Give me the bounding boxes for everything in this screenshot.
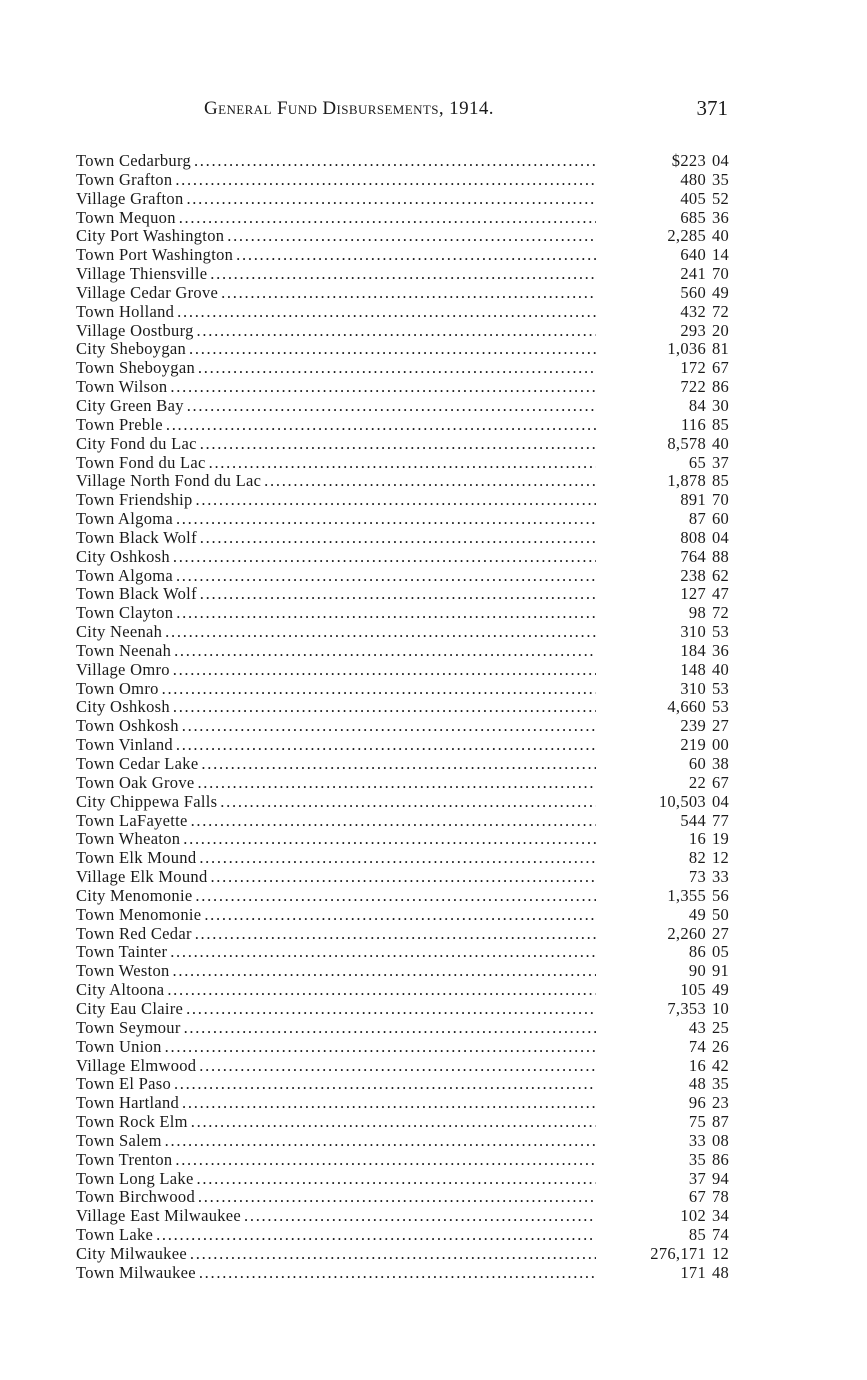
entry-name: Village East Milwaukee . . . [76, 1207, 596, 1226]
entry-dollars: 544 [680, 810, 706, 830]
entry-cents: 00 [712, 735, 730, 755]
entry-dollars: 48 [688, 1074, 706, 1094]
entry-name: Town Oshkosh . . . [76, 717, 596, 736]
entry-dollars: 1,355 [667, 885, 706, 905]
entry-dollars: 60 [688, 754, 706, 773]
list-item [76, 340, 736, 359]
entry-dollars: 16 [688, 829, 706, 849]
entry-dollars: 4,660 [667, 697, 706, 717]
list-item [76, 567, 736, 586]
entry-cents: 85 [712, 471, 730, 491]
entry-cents: 86 [712, 1149, 730, 1169]
entry-cents: 36 [712, 640, 730, 660]
entry-name: Town Hartland . . . [76, 1094, 596, 1113]
list-item [76, 793, 736, 812]
list-item [76, 1038, 736, 1057]
entry-cents: 27 [712, 923, 730, 943]
entry-cents: 88 [712, 546, 730, 566]
list-item [76, 585, 736, 604]
entry-dollars: 432 [680, 301, 706, 321]
entry-dollars: 685 [680, 207, 706, 227]
entry-dollars: 405 [680, 188, 706, 208]
entry-name: Town Mequon . . . [76, 209, 596, 228]
entry-cents: 50 [712, 904, 730, 924]
entry-name: City Eau Claire . . . [76, 1000, 596, 1019]
entry-cents: 08 [712, 1130, 730, 1150]
list-item [76, 171, 736, 190]
entry-dollars: 37 [688, 1168, 706, 1188]
entry-dollars: 96 [688, 1093, 706, 1113]
entry-dollars: 43 [688, 1017, 706, 1037]
entry-dollars: 293 [680, 320, 706, 340]
list-item [76, 1057, 736, 1076]
entry-dollars: 73 [688, 867, 706, 887]
list-item [76, 680, 736, 699]
disbursement-list [76, 152, 736, 1283]
entry-dollars: 2,260 [667, 923, 706, 943]
entry-name: Town El Paso . . . [76, 1075, 596, 1094]
list-item [76, 359, 736, 378]
list-item [76, 1226, 736, 1245]
entry-cents: 12 [712, 1243, 730, 1263]
list-item [76, 1132, 736, 1151]
entry-name: City Green Bay . . . [76, 397, 596, 416]
entry-cents: 87 [712, 1112, 730, 1132]
list-item [76, 265, 736, 284]
list-item [76, 661, 736, 680]
list-item [76, 736, 736, 755]
entry-cents: 35 [712, 169, 730, 189]
entry-dollars: 85 [688, 1225, 706, 1245]
entry-dollars: 560 [680, 282, 706, 302]
entry-cents: 27 [712, 716, 730, 736]
list-item [76, 717, 736, 736]
list-item [76, 209, 736, 228]
entry-name: Town Black Wolf . . . [76, 529, 596, 548]
entry-name: City Oshkosh . . . [76, 698, 596, 717]
entry-name: City Fond du Lac . . . [76, 435, 596, 454]
entry-dollars: 98 [688, 603, 706, 623]
entry-cents: 36 [712, 207, 730, 227]
entry-name: Village North Fond du Lac . . . [76, 472, 596, 491]
entry-name: Town Algoma . . . [76, 567, 596, 586]
entry-dollars: 722 [680, 377, 706, 397]
entry-name: Town Rock Elm . . . [76, 1113, 596, 1132]
entry-name: Town Birchwood . . . [76, 1188, 596, 1207]
entry-name: Town LaFayette . . . [76, 812, 596, 831]
list-item [76, 435, 736, 454]
entry-name: Town Algoma . . . [76, 510, 596, 529]
entry-name: Town Red Cedar . . . [76, 925, 596, 944]
entry-name: Town Cedarburg . . . [76, 152, 596, 171]
entry-name: Town Oak Grove . . . [76, 774, 596, 793]
entry-name: Town Vinland . . . [76, 736, 596, 755]
entry-cents: 37 [712, 452, 730, 472]
list-item [76, 623, 736, 642]
entry-dollars: 116 [680, 414, 706, 434]
entry-name: Town Omro . . . [76, 680, 596, 699]
entry-name: Town Weston . . . [76, 962, 596, 981]
entry-dollars: 65 [688, 452, 706, 472]
entry-name: Town Lake . . . [76, 1226, 596, 1245]
entry-name: Town Elk Mound . . . [76, 849, 596, 868]
list-item [76, 812, 736, 831]
entry-name: Town Neenah . . . [76, 642, 596, 661]
entry-name: Village Omro . . . [76, 661, 596, 680]
entry-dollars: 90 [688, 961, 706, 981]
list-item [76, 1094, 736, 1113]
entry-dollars: 171 [680, 1262, 706, 1282]
entry-dollars: $223 [671, 151, 706, 170]
entry-name: City Oshkosh . . . [76, 548, 596, 567]
entry-name: Town Union . . . [76, 1038, 596, 1057]
entry-cents: 86 [712, 377, 730, 397]
entry-name: Town Menomonie . . . [76, 906, 596, 925]
list-item [76, 1207, 736, 1226]
list-item [76, 284, 736, 303]
list-item [76, 1188, 736, 1207]
list-item [76, 1151, 736, 1170]
list-item [76, 1000, 736, 1019]
list-item [76, 981, 736, 1000]
entry-cents: 53 [712, 697, 730, 717]
entry-dollars: 238 [680, 565, 706, 585]
entry-cents: 67 [712, 772, 730, 792]
entry-cents: 04 [712, 151, 730, 170]
list-item [76, 472, 736, 491]
entry-cents: 72 [712, 301, 730, 321]
list-item [76, 1170, 736, 1189]
entry-dollars: 35 [688, 1149, 706, 1169]
entry-name: Village Grafton . . . [76, 190, 596, 209]
entry-cents: 77 [712, 810, 730, 830]
entry-cents: 47 [712, 584, 730, 604]
list-item [76, 755, 736, 774]
entry-cents: 33 [712, 867, 730, 887]
entry-cents: 78 [712, 1187, 730, 1207]
entry-dollars: 84 [688, 395, 706, 415]
entry-name: Town Long Lake . . . [76, 1170, 596, 1189]
entry-dollars: 74 [688, 1036, 706, 1056]
entry-cents: 20 [712, 320, 730, 340]
list-item [76, 454, 736, 473]
entry-cents: 34 [712, 1206, 730, 1226]
entry-cents: 26 [712, 1036, 730, 1056]
entry-name: Town Wheaton . . . [76, 830, 596, 849]
entry-dollars: 87 [688, 509, 706, 529]
entry-name: Town Milwaukee . . . [76, 1264, 596, 1283]
list-item [76, 303, 736, 322]
list-item [76, 529, 736, 548]
entry-dollars: 105 [680, 980, 706, 1000]
entry-cents: 04 [712, 791, 730, 811]
entry-dollars: 49 [688, 904, 706, 924]
page-header [76, 98, 730, 126]
entry-name: City Altoona . . . [76, 981, 596, 1000]
entry-cents: 85 [712, 414, 730, 434]
list-item [76, 1075, 736, 1094]
list-item [76, 1113, 736, 1132]
entry-name: City Neenah . . . [76, 623, 596, 642]
entry-cents: 56 [712, 885, 730, 905]
entry-dollars: 241 [680, 264, 706, 284]
entry-cents: 48 [712, 1262, 730, 1282]
entry-dollars: 276,171 [650, 1243, 706, 1263]
entry-cents: 52 [712, 188, 730, 208]
page-number: 371 [696, 96, 728, 120]
entry-cents: 91 [712, 961, 730, 981]
entry-name: Town Salem . . . [76, 1132, 596, 1151]
list-item [76, 698, 736, 717]
entry-dollars: 764 [680, 546, 706, 566]
entry-name: City Menomonie . . . [76, 887, 596, 906]
entry-dollars: 82 [688, 848, 706, 868]
entry-name: Town Cedar Lake . . . [76, 755, 596, 774]
entry-cents: 72 [712, 603, 730, 623]
entry-dollars: 22 [688, 772, 706, 792]
entry-cents: 40 [712, 659, 730, 679]
entry-dollars: 2,285 [667, 226, 706, 246]
entry-name: Town Preble . . . [76, 416, 596, 435]
list-item [76, 378, 736, 397]
entry-dollars: 75 [688, 1112, 706, 1132]
entry-name: Town Fond du Lac . . . [76, 454, 596, 473]
entry-cents: 62 [712, 565, 730, 585]
entry-dollars: 86 [688, 942, 706, 962]
entry-cents: 70 [712, 264, 730, 284]
list-item [76, 774, 736, 793]
entry-dollars: 10,503 [658, 791, 706, 811]
entry-cents: 25 [712, 1017, 730, 1037]
entry-name: Town Clayton . . . [76, 604, 596, 623]
list-item [76, 491, 736, 510]
entry-dollars: 127 [680, 584, 706, 604]
list-item [76, 887, 736, 906]
entry-cents: 53 [712, 678, 730, 698]
entry-cents: 10 [712, 998, 730, 1018]
entry-name: Village Cedar Grove . . . [76, 284, 596, 303]
entry-cents: 38 [712, 754, 730, 773]
list-item [76, 416, 736, 435]
entry-dollars: 640 [680, 245, 706, 265]
entry-cents: 23 [712, 1093, 730, 1113]
list-item [76, 548, 736, 567]
list-item [76, 849, 736, 868]
entry-cents: 94 [712, 1168, 730, 1188]
entry-name: Village Thiensville . . . [76, 265, 596, 284]
entry-cents: 81 [712, 339, 730, 359]
entry-dollars: 8,578 [667, 433, 706, 453]
entry-dollars: 33 [688, 1130, 706, 1150]
entry-cents: 67 [712, 358, 730, 378]
entry-name: Village Elk Mound . . . [76, 868, 596, 887]
entry-name: Town Holland . . . [76, 303, 596, 322]
entry-dollars: 239 [680, 716, 706, 736]
list-item [76, 152, 736, 171]
entry-name: Town Port Washington . . . [76, 246, 596, 265]
entry-cents: 60 [712, 509, 730, 529]
entry-name: Village Oostburg . . . [76, 322, 596, 341]
list-item [76, 943, 736, 962]
list-item [76, 397, 736, 416]
entry-name: Town Friendship . . . [76, 491, 596, 510]
entry-name: Town Trenton . . . [76, 1151, 596, 1170]
entry-name: Town Grafton . . . [76, 171, 596, 190]
entry-dollars: 480 [680, 169, 706, 189]
entry-cents: 40 [712, 433, 730, 453]
entry-name: Town Tainter . . . [76, 943, 596, 962]
entry-dollars: 219 [680, 735, 706, 755]
entry-name: Town Seymour . . . [76, 1019, 596, 1038]
entry-dollars: 148 [680, 659, 706, 679]
entry-name: Town Black Wolf . . . [76, 585, 596, 604]
entry-dollars: 1,036 [667, 339, 706, 359]
entry-dollars: 172 [680, 358, 706, 378]
entry-dollars: 1,878 [667, 471, 706, 491]
entry-cents: 35 [712, 1074, 730, 1094]
entry-dollars: 310 [680, 678, 706, 698]
entry-cents: 70 [712, 490, 730, 510]
entry-cents: 04 [712, 527, 730, 547]
list-item [76, 1019, 736, 1038]
entry-cents: 19 [712, 829, 730, 849]
entry-cents: 49 [712, 980, 730, 1000]
entry-cents: 49 [712, 282, 730, 302]
entry-cents: 12 [712, 848, 730, 868]
entry-cents: 42 [712, 1055, 730, 1075]
entry-name: Town Sheboygan . . . [76, 359, 596, 378]
entry-cents: 14 [712, 245, 730, 265]
list-item [76, 1264, 736, 1283]
entry-dollars: 808 [680, 527, 706, 547]
entry-cents: 74 [712, 1225, 730, 1245]
list-item [76, 510, 736, 529]
entry-cents: 05 [712, 942, 730, 962]
page-title: General Fund Disbursements, 1914. [204, 98, 494, 119]
list-item [76, 906, 736, 925]
entry-name: City Sheboygan . . . [76, 340, 596, 359]
entry-name: Village Elmwood . . . [76, 1057, 596, 1076]
entry-dollars: 67 [688, 1187, 706, 1207]
entry-cents: 40 [712, 226, 730, 246]
list-item [76, 962, 736, 981]
list-item [76, 190, 736, 209]
list-item [76, 227, 736, 246]
list-item [76, 868, 736, 887]
entry-name: City Chippewa Falls . . . [76, 793, 596, 812]
entry-dollars: 102 [680, 1206, 706, 1226]
entry-dollars: 16 [688, 1055, 706, 1075]
entry-cents: 30 [712, 395, 730, 415]
entry-dollars: 7,353 [667, 998, 706, 1018]
entry-name: City Port Washington . . . [76, 227, 596, 246]
list-item [76, 1245, 736, 1264]
list-item [76, 604, 736, 623]
list-item [76, 246, 736, 265]
list-item [76, 322, 736, 341]
entry-cents: 53 [712, 622, 730, 642]
entry-dollars: 891 [680, 490, 706, 510]
entry-name: Town Wilson . . . [76, 378, 596, 397]
entry-dollars: 310 [680, 622, 706, 642]
list-item [76, 830, 736, 849]
list-item [76, 925, 736, 944]
entry-name: City Milwaukee . . . [76, 1245, 596, 1264]
list-item [76, 642, 736, 661]
entry-dollars: 184 [680, 640, 706, 660]
